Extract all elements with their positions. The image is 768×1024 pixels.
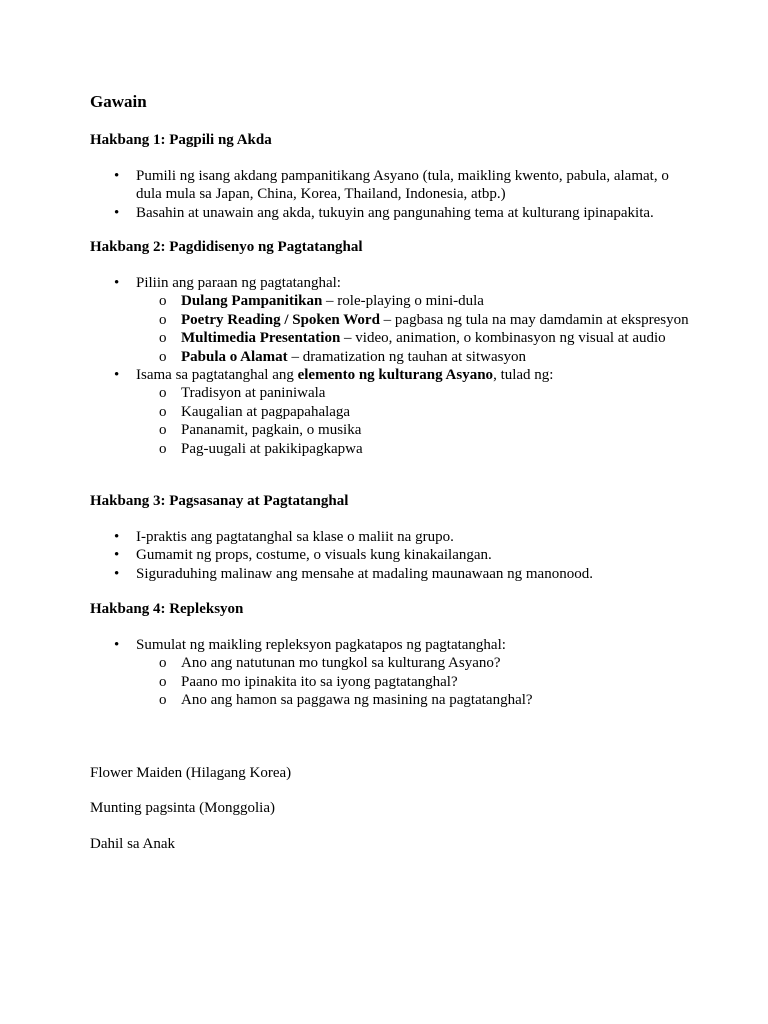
step-1-list — [112, 167, 692, 222]
sublist-item: o Kaugalian at pagpapahalaga — [136, 403, 692, 421]
sublist — [136, 292, 692, 366]
sublist-item — [136, 292, 692, 310]
method-name: Multimedia Presentation — [181, 330, 341, 347]
story-title: Dahil sa Anak — [90, 836, 175, 852]
document-title: Gawain — [90, 92, 147, 111]
sublist-item: o Ano ang hamon sa paggawa ng masining na pagtatanghal? — [136, 691, 692, 709]
story-title: Munting pagsinta (Monggolia) — [90, 800, 275, 816]
method-desc: – role-playing o mini-dula — [322, 293, 484, 310]
method-name: Poetry Reading / Spoken Word — [181, 311, 380, 328]
sublist-item — [136, 311, 692, 329]
list-item-emphasis: elemento ng kulturang Asyano — [297, 367, 494, 384]
list-item — [112, 636, 692, 710]
list-item-text: , tulad ng: — [493, 367, 554, 384]
list-item-text: Isama sa pagtatanghal ang — [136, 367, 298, 384]
story-title: Flower Maiden (Hilagang Korea) — [90, 765, 292, 781]
list-item — [112, 366, 692, 458]
sublist-item: o Pananamit, pagkain, o musika — [136, 421, 692, 439]
list-item: • Basahin at unawain ang akda, tukuyin ang pangunahing tema at kulturang ipinapakita. — [112, 204, 692, 222]
method-desc: – dramatization ng tauhan at sitwasyon — [287, 348, 526, 365]
method-name: Pabula o Alamat — [181, 348, 288, 365]
step-4-list — [112, 636, 692, 710]
list-item: • Pumili ng isang akdang pampanitikang Asyano (tula, maikling kwento, pabula, alamat, o dula mula sa Japan, China, Korea, Thailand, Indonesia, atbp.) — [112, 167, 692, 204]
list-item-text: Piliin ang paraan ng pagtatanghal: — [136, 275, 341, 291]
step-2-list — [112, 274, 692, 458]
list-item — [112, 274, 692, 366]
sublist-item — [136, 348, 692, 366]
method-desc: – video, animation, o kombinasyon ng visual at audio — [340, 330, 666, 347]
sublist-item — [136, 329, 692, 347]
sublist-item: o Tradisyon at paniniwala — [136, 384, 692, 402]
list-item: • Gumamit ng props, costume, o visuals kung kinakailangan. — [112, 546, 692, 564]
step-3-heading: Hakbang 3: Pagsasanay at Pagtatanghal — [90, 493, 349, 509]
sublist — [136, 654, 692, 709]
sublist-item: o Ano ang natutunan mo tungkol sa kulturang Asyano? — [136, 654, 692, 672]
sublist — [136, 384, 692, 458]
step-3-list — [112, 528, 692, 583]
list-item-text: Sumulat ng maikling repleksyon pagkatapos ng pagtatanghal: — [136, 637, 506, 653]
step-4-heading: Hakbang 4: Repleksyon — [90, 601, 244, 617]
method-desc: – pagbasa ng tula na may damdamin at ekspresyon — [379, 311, 689, 328]
method-name: Dulang Pampanitikan — [181, 293, 323, 310]
step-1-heading: Hakbang 1: Pagpili ng Akda — [90, 132, 272, 148]
list-item: • Siguraduhing malinaw ang mensahe at madaling maunawaan ng manonood. — [112, 565, 692, 583]
sublist-item: o Paano mo ipinakita ito sa iyong pagtatanghal? — [136, 673, 692, 691]
list-item: • I-praktis ang pagtatanghal sa klase o maliit na grupo. — [112, 528, 692, 546]
step-2-heading: Hakbang 2: Pagdidisenyo ng Pagtatanghal — [90, 239, 363, 255]
sublist-item: o Pag-uugali at pakikipagkapwa — [136, 440, 692, 458]
